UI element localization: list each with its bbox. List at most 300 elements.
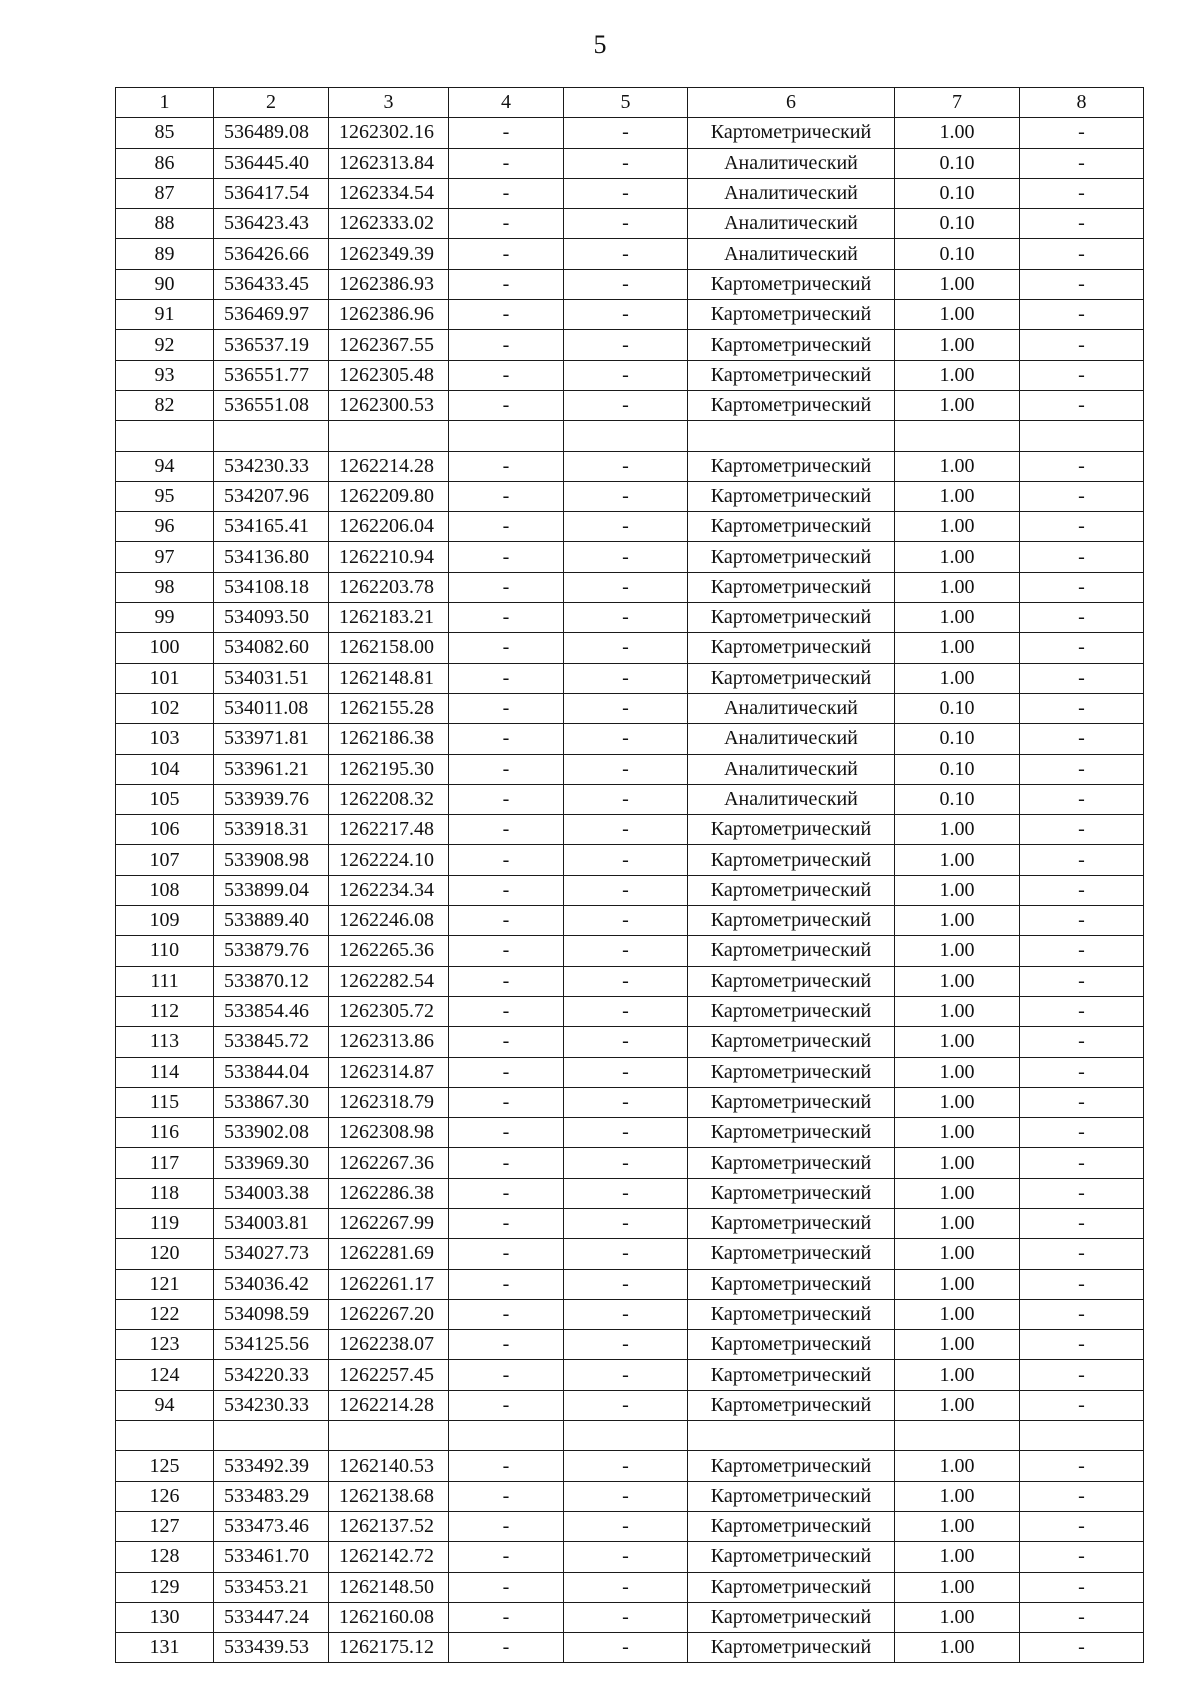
point-number-cell: 87	[116, 178, 214, 208]
table-row	[116, 1330, 1144, 1360]
col4-cell: -	[449, 148, 564, 178]
col5-cell: -	[564, 633, 688, 663]
accuracy-cell: 1.00	[895, 845, 1020, 875]
col8-cell: -	[1020, 1572, 1144, 1602]
method-cell: Аналитический	[688, 693, 895, 723]
method-cell	[688, 421, 895, 451]
col5-cell	[564, 421, 688, 451]
table-row	[116, 1360, 1144, 1390]
col5-cell: -	[564, 1239, 688, 1269]
accuracy-cell: 1.00	[895, 1148, 1020, 1178]
method-cell: Картометрический	[688, 1118, 895, 1148]
accuracy-cell: 1.00	[895, 330, 1020, 360]
col8-cell: -	[1020, 815, 1144, 845]
page-number: 5	[593, 30, 607, 59]
table-row	[116, 178, 1144, 208]
table-row	[116, 784, 1144, 814]
method-cell: Картометрический	[688, 1057, 895, 1087]
y-coordinate-cell: 1262349.39	[329, 239, 449, 269]
y-coordinate-cell: 1262234.34	[329, 875, 449, 905]
y-coordinate-cell: 1262302.16	[329, 118, 449, 148]
y-coordinate-cell: 1262158.00	[329, 633, 449, 663]
col8-cell: -	[1020, 239, 1144, 269]
accuracy-cell: 1.00	[895, 1057, 1020, 1087]
table-row	[116, 512, 1144, 542]
table-row	[116, 1178, 1144, 1208]
col8-cell: -	[1020, 148, 1144, 178]
y-coordinate-cell: 1262224.10	[329, 845, 449, 875]
col8-cell: -	[1020, 663, 1144, 693]
col8-cell: -	[1020, 936, 1144, 966]
y-coordinate-cell: 1262214.28	[329, 451, 449, 481]
col5-cell: -	[564, 784, 688, 814]
table-row	[116, 966, 1144, 996]
col4-cell: -	[449, 1451, 564, 1481]
col4-cell: -	[449, 1572, 564, 1602]
col5-cell: -	[564, 1360, 688, 1390]
x-coordinate-cell: 533939.76	[214, 784, 329, 814]
method-cell: Картометрический	[688, 875, 895, 905]
accuracy-cell: 0.10	[895, 724, 1020, 754]
x-coordinate-cell: 534011.08	[214, 693, 329, 723]
point-number-cell	[116, 421, 214, 451]
y-coordinate-cell: 1262314.87	[329, 1057, 449, 1087]
x-coordinate-cell: 533961.21	[214, 754, 329, 784]
method-cell: Картометрический	[688, 1481, 895, 1511]
method-cell: Картометрический	[688, 1027, 895, 1057]
col4-cell: -	[449, 1148, 564, 1178]
col4-cell: -	[449, 1057, 564, 1087]
col5-cell: -	[564, 209, 688, 239]
col5-cell: -	[564, 966, 688, 996]
col8-cell: -	[1020, 269, 1144, 299]
col5-cell: -	[564, 1481, 688, 1511]
col8-cell: -	[1020, 1633, 1144, 1663]
col5-cell: -	[564, 1511, 688, 1541]
col4-cell: -	[449, 178, 564, 208]
table-row	[116, 300, 1144, 330]
x-coordinate-cell: 536551.08	[214, 390, 329, 420]
table-row	[116, 542, 1144, 572]
point-number-cell: 94	[116, 451, 214, 481]
col4-cell: -	[449, 118, 564, 148]
accuracy-cell: 0.10	[895, 148, 1020, 178]
x-coordinate-cell: 533473.46	[214, 1511, 329, 1541]
y-coordinate-cell	[329, 1421, 449, 1451]
col8-cell: -	[1020, 118, 1144, 148]
y-coordinate-cell: 1262137.52	[329, 1511, 449, 1541]
col5-cell: -	[564, 1057, 688, 1087]
y-coordinate-cell: 1262138.68	[329, 1481, 449, 1511]
table-row	[116, 239, 1144, 269]
col8-cell: -	[1020, 1027, 1144, 1057]
col8-cell: -	[1020, 330, 1144, 360]
col5-cell: -	[564, 1027, 688, 1057]
x-coordinate-cell: 534098.59	[214, 1299, 329, 1329]
accuracy-cell: 1.00	[895, 118, 1020, 148]
accuracy-cell: 1.00	[895, 1087, 1020, 1117]
method-cell: Картометрический	[688, 1542, 895, 1572]
method-cell: Картометрический	[688, 481, 895, 511]
col4-cell: -	[449, 451, 564, 481]
y-coordinate-cell: 1262175.12	[329, 1633, 449, 1663]
y-coordinate-cell: 1262142.72	[329, 1542, 449, 1572]
col8-cell: -	[1020, 1542, 1144, 1572]
col5-cell: -	[564, 1299, 688, 1329]
y-coordinate-cell: 1262318.79	[329, 1087, 449, 1117]
method-cell: Картометрический	[688, 572, 895, 602]
table-row	[116, 1542, 1144, 1572]
table-row	[116, 390, 1144, 420]
col5-cell: -	[564, 178, 688, 208]
col8-cell: -	[1020, 1451, 1144, 1481]
x-coordinate-cell: 533461.70	[214, 1542, 329, 1572]
method-cell: Картометрический	[688, 269, 895, 299]
point-number-cell: 120	[116, 1239, 214, 1269]
table-row	[116, 1208, 1144, 1238]
table-row	[116, 1633, 1144, 1663]
col5-cell: -	[564, 1208, 688, 1238]
method-cell: Картометрический	[688, 906, 895, 936]
method-cell: Картометрический	[688, 1148, 895, 1178]
point-number-cell: 90	[116, 269, 214, 299]
col8-cell: -	[1020, 300, 1144, 330]
point-number-cell: 86	[116, 148, 214, 178]
accuracy-cell: 1.00	[895, 1542, 1020, 1572]
y-coordinate-cell: 1262265.36	[329, 936, 449, 966]
point-number-cell: 107	[116, 845, 214, 875]
col4-cell: -	[449, 1360, 564, 1390]
col4-cell: -	[449, 1481, 564, 1511]
col5-cell: -	[564, 1269, 688, 1299]
point-number-cell: 104	[116, 754, 214, 784]
table-row	[116, 693, 1144, 723]
method-cell: Картометрический	[688, 360, 895, 390]
col5-cell: -	[564, 572, 688, 602]
col4-cell: -	[449, 300, 564, 330]
table-row	[116, 906, 1144, 936]
x-coordinate-cell: 533902.08	[214, 1118, 329, 1148]
table-row	[116, 1602, 1144, 1632]
table-row	[116, 451, 1144, 481]
point-number-cell: 109	[116, 906, 214, 936]
accuracy-cell: 1.00	[895, 633, 1020, 663]
col5-cell: -	[564, 1451, 688, 1481]
table-row	[116, 633, 1144, 663]
table-row	[116, 572, 1144, 602]
col5-cell: -	[564, 663, 688, 693]
table-separator-row	[116, 421, 1144, 451]
table-row	[116, 1118, 1144, 1148]
column-header: 8	[1020, 88, 1144, 118]
point-number-cell: 114	[116, 1057, 214, 1087]
accuracy-cell: 1.00	[895, 936, 1020, 966]
point-number-cell: 82	[116, 390, 214, 420]
accuracy-cell	[895, 421, 1020, 451]
x-coordinate-cell: 533447.24	[214, 1602, 329, 1632]
col4-cell: -	[449, 1511, 564, 1541]
x-coordinate-cell	[214, 421, 329, 451]
col4-cell: -	[449, 784, 564, 814]
y-coordinate-cell: 1262257.45	[329, 1360, 449, 1390]
col4-cell: -	[449, 1390, 564, 1420]
col5-cell: -	[564, 724, 688, 754]
accuracy-cell: 1.00	[895, 1481, 1020, 1511]
x-coordinate-cell: 533879.76	[214, 936, 329, 966]
x-coordinate-cell: 536417.54	[214, 178, 329, 208]
col4-cell: -	[449, 481, 564, 511]
y-coordinate-cell: 1262214.28	[329, 1390, 449, 1420]
accuracy-cell: 1.00	[895, 481, 1020, 511]
method-cell: Картометрический	[688, 1269, 895, 1299]
point-number-cell: 124	[116, 1360, 214, 1390]
table-row	[116, 1451, 1144, 1481]
table-separator-row	[116, 1421, 1144, 1451]
coordinates-table	[115, 87, 1144, 1663]
col5-cell: -	[564, 1633, 688, 1663]
accuracy-cell: 1.00	[895, 512, 1020, 542]
col8-cell: -	[1020, 603, 1144, 633]
table-row	[116, 1148, 1144, 1178]
column-header: 3	[329, 88, 449, 118]
col8-cell: -	[1020, 1390, 1144, 1420]
accuracy-cell: 1.00	[895, 815, 1020, 845]
accuracy-cell: 1.00	[895, 542, 1020, 572]
col8-cell: -	[1020, 754, 1144, 784]
col4-cell: -	[449, 512, 564, 542]
x-coordinate-cell: 534230.33	[214, 451, 329, 481]
column-header: 4	[449, 88, 564, 118]
col5-cell: -	[564, 936, 688, 966]
col4-cell: -	[449, 1542, 564, 1572]
y-coordinate-cell: 1262286.38	[329, 1178, 449, 1208]
col8-cell: -	[1020, 1299, 1144, 1329]
col5-cell: -	[564, 481, 688, 511]
col4-cell: -	[449, 390, 564, 420]
method-cell: Аналитический	[688, 239, 895, 269]
method-cell: Картометрический	[688, 1602, 895, 1632]
table-row	[116, 118, 1144, 148]
method-cell: Картометрический	[688, 1390, 895, 1420]
x-coordinate-cell: 533483.29	[214, 1481, 329, 1511]
col4-cell: -	[449, 815, 564, 845]
point-number-cell: 85	[116, 118, 214, 148]
point-number-cell: 113	[116, 1027, 214, 1057]
accuracy-cell: 1.00	[895, 1330, 1020, 1360]
x-coordinate-cell: 533867.30	[214, 1087, 329, 1117]
table-body	[116, 88, 1144, 1663]
method-cell: Картометрический	[688, 542, 895, 572]
col8-cell: -	[1020, 1481, 1144, 1511]
col4-cell: -	[449, 663, 564, 693]
point-number-cell: 117	[116, 1148, 214, 1178]
method-cell: Картометрический	[688, 1360, 895, 1390]
accuracy-cell: 0.10	[895, 784, 1020, 814]
x-coordinate-cell: 533844.04	[214, 1057, 329, 1087]
table-row	[116, 1572, 1144, 1602]
x-coordinate-cell: 533492.39	[214, 1451, 329, 1481]
y-coordinate-cell: 1262386.93	[329, 269, 449, 299]
accuracy-cell: 1.00	[895, 603, 1020, 633]
accuracy-cell: 1.00	[895, 451, 1020, 481]
table-row	[116, 148, 1144, 178]
method-cell: Картометрический	[688, 390, 895, 420]
y-coordinate-cell: 1262386.96	[329, 300, 449, 330]
point-number-cell: 119	[116, 1208, 214, 1238]
col4-cell: -	[449, 1299, 564, 1329]
col4-cell	[449, 1421, 564, 1451]
col8-cell: -	[1020, 633, 1144, 663]
col8-cell: -	[1020, 784, 1144, 814]
table-row	[116, 209, 1144, 239]
x-coordinate-cell: 533899.04	[214, 875, 329, 905]
x-coordinate-cell: 533870.12	[214, 966, 329, 996]
x-coordinate-cell: 536426.66	[214, 239, 329, 269]
method-cell: Картометрический	[688, 1239, 895, 1269]
accuracy-cell: 1.00	[895, 1360, 1020, 1390]
point-number-cell: 100	[116, 633, 214, 663]
col5-cell: -	[564, 542, 688, 572]
y-coordinate-cell: 1262334.54	[329, 178, 449, 208]
col8-cell: -	[1020, 451, 1144, 481]
point-number-cell: 126	[116, 1481, 214, 1511]
column-header: 1	[116, 88, 214, 118]
accuracy-cell: 1.00	[895, 390, 1020, 420]
col4-cell: -	[449, 269, 564, 299]
col8-cell: -	[1020, 360, 1144, 390]
method-cell: Картометрический	[688, 1208, 895, 1238]
accuracy-cell: 0.10	[895, 239, 1020, 269]
col4-cell: -	[449, 209, 564, 239]
x-coordinate-cell: 533845.72	[214, 1027, 329, 1057]
table-row	[116, 1269, 1144, 1299]
table-row	[116, 815, 1144, 845]
method-cell: Картометрический	[688, 1330, 895, 1360]
table-row	[116, 1239, 1144, 1269]
table-row	[116, 1481, 1144, 1511]
y-coordinate-cell: 1262267.99	[329, 1208, 449, 1238]
x-coordinate-cell: 534003.81	[214, 1208, 329, 1238]
method-cell: Картометрический	[688, 512, 895, 542]
method-cell: Картометрический	[688, 330, 895, 360]
table-row	[116, 269, 1144, 299]
col5-cell: -	[564, 1542, 688, 1572]
table-row	[116, 754, 1144, 784]
x-coordinate-cell: 536433.45	[214, 269, 329, 299]
col4-cell: -	[449, 966, 564, 996]
column-header: 2	[214, 88, 329, 118]
col4-cell: -	[449, 754, 564, 784]
col5-cell: -	[564, 1087, 688, 1117]
col4-cell: -	[449, 330, 564, 360]
x-coordinate-cell: 534108.18	[214, 572, 329, 602]
col8-cell: -	[1020, 209, 1144, 239]
x-coordinate-cell: 534036.42	[214, 1269, 329, 1299]
y-coordinate-cell: 1262367.55	[329, 330, 449, 360]
col4-cell: -	[449, 633, 564, 663]
point-number-cell: 99	[116, 603, 214, 633]
x-coordinate-cell: 534165.41	[214, 512, 329, 542]
y-coordinate-cell: 1262267.36	[329, 1148, 449, 1178]
y-coordinate-cell: 1262267.20	[329, 1299, 449, 1329]
col8-cell: -	[1020, 572, 1144, 602]
point-number-cell	[116, 1421, 214, 1451]
point-number-cell: 93	[116, 360, 214, 390]
method-cell: Картометрический	[688, 663, 895, 693]
col5-cell: -	[564, 1148, 688, 1178]
x-coordinate-cell	[214, 1421, 329, 1451]
y-coordinate-cell: 1262155.28	[329, 693, 449, 723]
y-coordinate-cell: 1262160.08	[329, 1602, 449, 1632]
table-row	[116, 1299, 1144, 1329]
col5-cell: -	[564, 148, 688, 178]
accuracy-cell: 1.00	[895, 906, 1020, 936]
method-cell: Картометрический	[688, 996, 895, 1026]
y-coordinate-cell: 1262183.21	[329, 603, 449, 633]
col5-cell: -	[564, 996, 688, 1026]
col5-cell: -	[564, 875, 688, 905]
accuracy-cell: 0.10	[895, 693, 1020, 723]
point-number-cell: 118	[116, 1178, 214, 1208]
x-coordinate-cell: 534207.96	[214, 481, 329, 511]
point-number-cell: 123	[116, 1330, 214, 1360]
table-row	[116, 1027, 1144, 1057]
accuracy-cell: 1.00	[895, 1239, 1020, 1269]
y-coordinate-cell	[329, 421, 449, 451]
method-cell: Картометрический	[688, 936, 895, 966]
table-header-row	[116, 88, 1144, 118]
table-row	[116, 1511, 1144, 1541]
x-coordinate-cell: 534136.80	[214, 542, 329, 572]
x-coordinate-cell: 533908.98	[214, 845, 329, 875]
method-cell: Картометрический	[688, 815, 895, 845]
col5-cell: -	[564, 390, 688, 420]
point-number-cell: 129	[116, 1572, 214, 1602]
x-coordinate-cell: 536445.40	[214, 148, 329, 178]
col8-cell: -	[1020, 875, 1144, 905]
y-coordinate-cell: 1262281.69	[329, 1239, 449, 1269]
col8-cell: -	[1020, 178, 1144, 208]
col4-cell: -	[449, 1027, 564, 1057]
accuracy-cell: 1.00	[895, 269, 1020, 299]
col4-cell: -	[449, 906, 564, 936]
col5-cell: -	[564, 906, 688, 936]
point-number-cell: 111	[116, 966, 214, 996]
col5-cell: -	[564, 815, 688, 845]
table-row	[116, 603, 1144, 633]
x-coordinate-cell: 533889.40	[214, 906, 329, 936]
col4-cell: -	[449, 1269, 564, 1299]
col8-cell: -	[1020, 1057, 1144, 1087]
col8-cell: -	[1020, 390, 1144, 420]
col8-cell	[1020, 421, 1144, 451]
point-number-cell: 92	[116, 330, 214, 360]
col5-cell: -	[564, 1602, 688, 1632]
x-coordinate-cell: 533453.21	[214, 1572, 329, 1602]
y-coordinate-cell: 1262300.53	[329, 390, 449, 420]
method-cell	[688, 1421, 895, 1451]
point-number-cell: 106	[116, 815, 214, 845]
method-cell: Картометрический	[688, 1178, 895, 1208]
x-coordinate-cell: 533971.81	[214, 724, 329, 754]
point-number-cell: 116	[116, 1118, 214, 1148]
y-coordinate-cell: 1262217.48	[329, 815, 449, 845]
point-number-cell: 91	[116, 300, 214, 330]
accuracy-cell	[895, 1421, 1020, 1451]
table-row	[116, 481, 1144, 511]
col5-cell: -	[564, 845, 688, 875]
point-number-cell: 131	[116, 1633, 214, 1663]
